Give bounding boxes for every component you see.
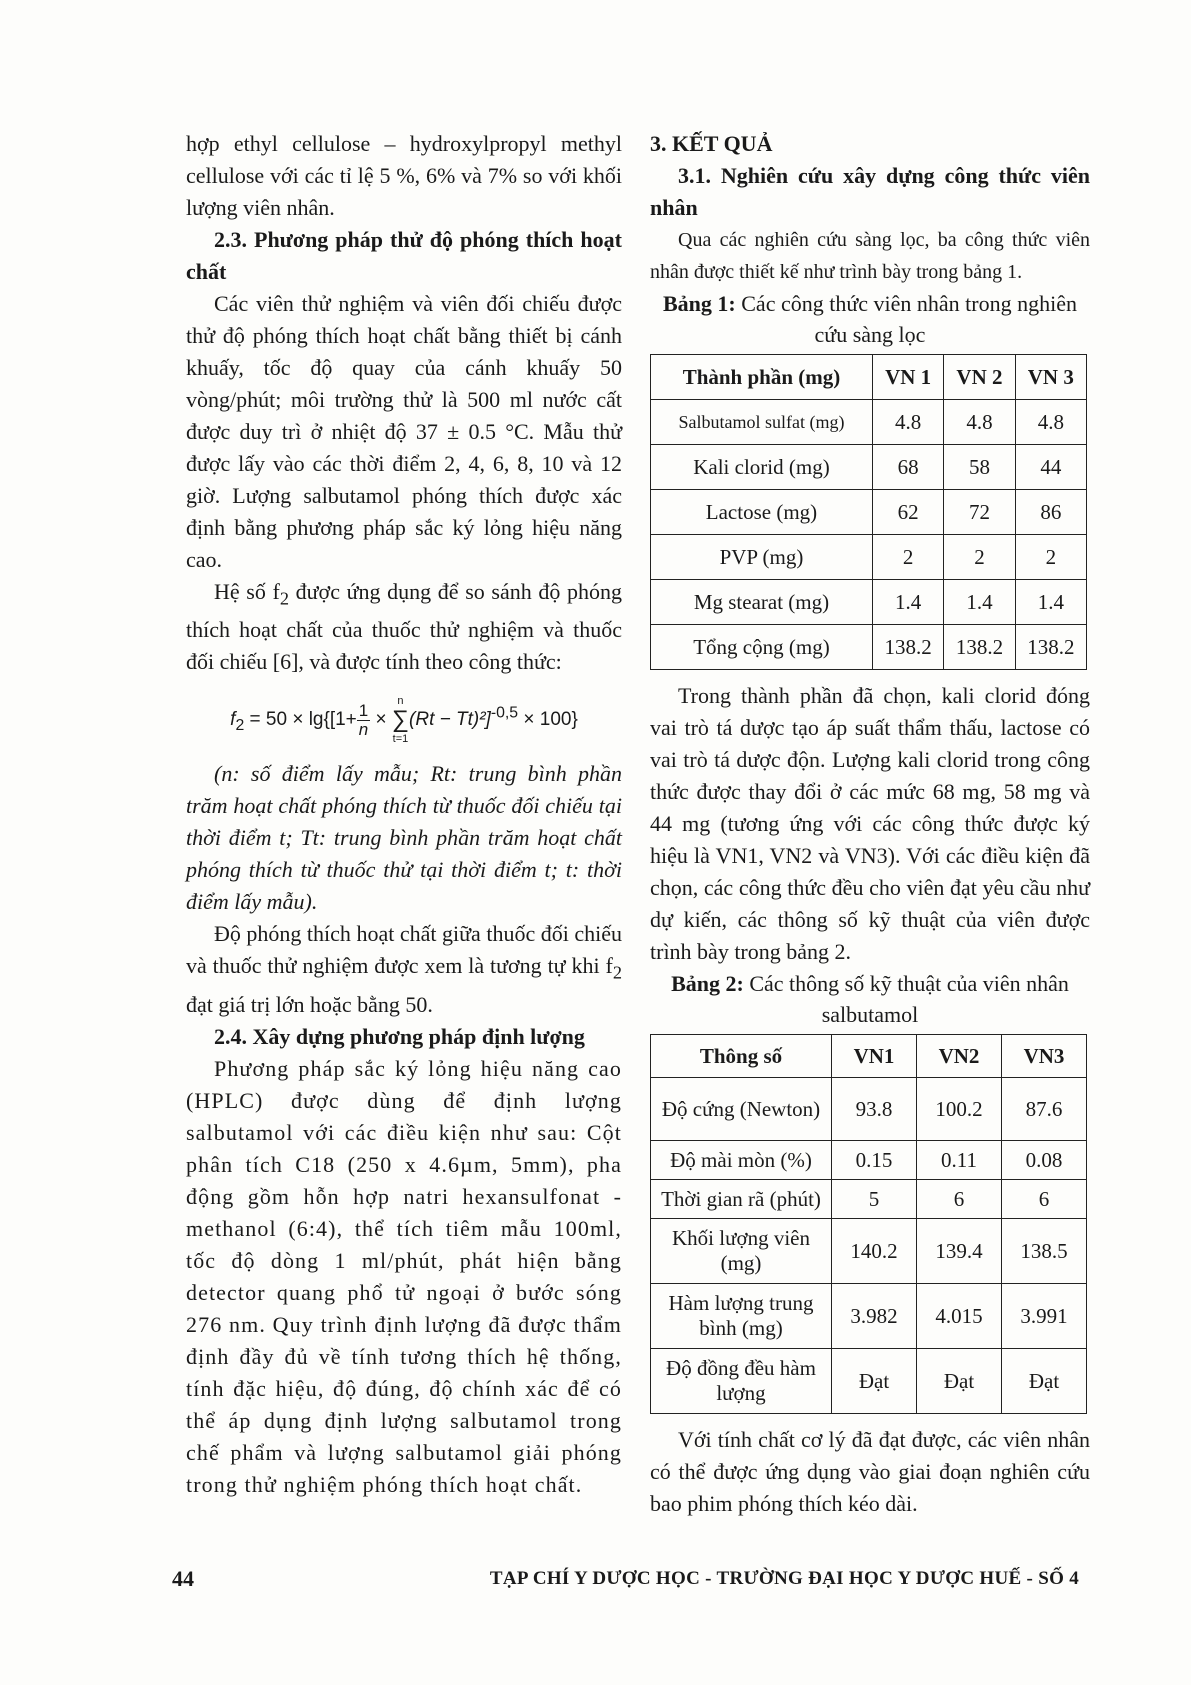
column-header: VN3 — [1002, 1035, 1087, 1078]
table-cell: 62 — [872, 490, 943, 535]
table-cell: 0.15 — [832, 1141, 917, 1180]
table-cell: 5 — [832, 1180, 917, 1219]
paragraph-screening: Qua các nghiên cứu sàng lọc, ba công thức viên nhân được thiết kế như trình bày trong bảng 1. — [650, 229, 1090, 283]
paragraph-formulation-discussion: Trong thành phần đã chọn, kali clorid đóng vai trò tá dược tạo áp suất thẩm thấu, lactose có vai trò tá dược độn. Lượng kali clorid trong công thức được thay đổi ở các mức 68 mg, 58 mg và 44 mg (tương ứng với các công thức được ký hiệu là VN1, VN2 và VN3). Với các điều kiện đã chọn, các công thức đều cho viên đạt yêu cầu như dự kiến, các thông số kỹ thuật của viên được trình bày trong bảng 2. — [650, 683, 1090, 964]
formula-note: (n: số điểm lấy mẫu; Rt: trung bình phần trăm hoạt chất phóng thích từ thuốc đối chiếu tại thời điểm t; Tt: trung bình phần trăm hoạt chất phóng thích từ thuốc thử tại thời điểm t; t: thời điểm lấy mẫu). — [186, 761, 622, 915]
table-row — [651, 490, 1087, 535]
table-core-specifications — [650, 1034, 1087, 1414]
table-cell: Độ cứng (Newton) — [651, 1078, 832, 1141]
section-heading-2-3: 2.3. Phương pháp thử độ phóng thích hoạt chất — [186, 227, 622, 284]
table-cell: Mg stearat (mg) — [651, 580, 873, 625]
table-row — [651, 1078, 1087, 1141]
table-cell: 72 — [944, 490, 1015, 535]
table-cell: 6 — [917, 1180, 1002, 1219]
table-cell: Hàm lượng trung bình (mg) — [651, 1284, 832, 1349]
table-cell: Tổng cộng (mg) — [651, 625, 873, 670]
table-cell: Độ mài mòn (%) — [651, 1141, 832, 1180]
f2-formula: $f_2 = 50 \times \lg\{[1+$ $\frac{1}{n}$ × n ∑ t=1 (Rt − Tt)²]$^{-0,5}$ × 100} — [230, 695, 578, 746]
table-cell: 93.8 — [832, 1078, 917, 1141]
table-cell: 138.5 — [1002, 1219, 1087, 1284]
table-cell: 140.2 — [832, 1219, 917, 1284]
table-cell: Salbutamol sulfat (mg) — [651, 400, 873, 445]
table-row — [651, 400, 1087, 445]
table-cell: 139.4 — [917, 1219, 1002, 1284]
left-column — [186, 128, 622, 1501]
table-cell: Độ đồng đều hàm lượng — [651, 1349, 832, 1414]
right-column — [650, 128, 1090, 1520]
table-cell: 1.4 — [872, 580, 943, 625]
table-cell: 6 — [1002, 1180, 1087, 1219]
column-header: Thành phần (mg) — [651, 355, 873, 400]
table-cell: 138.2 — [872, 625, 943, 670]
paragraph-dissolution-method: Các viên thử nghiệm và viên đối chiếu được thử độ phóng thích hoạt chất bằng thiết bị cánh khuấy, tốc độ quay của cánh khuấy 50 vòng/phút; môi trường thử là 500 ml nước cất được duy trì ở nhiệt độ 37 ± 0.5 °C. Mẫu thử được lấy vào các thời điểm 2, 4, 6, 8, 10 và 12 giờ. Lượng salbutamol phóng thích được xác định bằng phương pháp sắc ký lỏng hiệu năng cao. — [186, 291, 622, 572]
column-header: VN1 — [832, 1035, 917, 1078]
table-row — [651, 1284, 1087, 1349]
formula-sigma: n ∑ t=1 — [391, 695, 410, 746]
table-cell: 3.991 — [1002, 1284, 1087, 1349]
table-cell: Thời gian rã (phút) — [651, 1180, 832, 1219]
table-cell: 100.2 — [917, 1078, 1002, 1141]
table-cell: 4.8 — [944, 400, 1015, 445]
table-row — [651, 580, 1087, 625]
table-row — [651, 1141, 1087, 1180]
table-cell: 87.6 — [1002, 1078, 1087, 1141]
table-row — [651, 535, 1087, 580]
table2-caption: Bảng 2: Các thông số kỹ thuật của viên nhân salbutamol — [671, 971, 1069, 1027]
table-cell: 68 — [872, 445, 943, 490]
table-header-row — [651, 355, 1087, 400]
table-cell: Kali clorid (mg) — [651, 445, 873, 490]
column-header: VN 2 — [944, 355, 1015, 400]
intro-paragraph: hợp ethyl cellulose – hydroxylpropyl methyl cellulose với các tỉ lệ 5 %, 6% và 7% so với khối lượng viên nhân. — [186, 131, 622, 220]
section-heading-3-1: 3.1. Nghiên cứu xây dựng công thức viên nhân — [650, 163, 1090, 220]
table-cell: 0.11 — [917, 1141, 1002, 1180]
table-cell: 2 — [872, 535, 943, 580]
table-cell: 1.4 — [1015, 580, 1086, 625]
journal-footer: TẠP CHÍ Y DƯỢC HỌC - TRƯỜNG ĐẠI HỌC Y DƯỢC HUẾ - SỐ 4 — [489, 1568, 1079, 1589]
table-row — [651, 445, 1087, 490]
table-cell: 44 — [1015, 445, 1086, 490]
section-heading-2-4: 2.4. Xây dựng phương pháp định lượng — [214, 1023, 585, 1049]
table-cell: 86 — [1015, 490, 1086, 535]
table-cell: Khối lượng viên (mg) — [651, 1219, 832, 1284]
table-row — [651, 625, 1087, 670]
table-cell: Đạt — [832, 1349, 917, 1414]
table-cell: 138.2 — [1015, 625, 1086, 670]
page-number: 44 — [172, 1566, 194, 1591]
column-header: VN2 — [917, 1035, 1002, 1078]
table-row — [651, 1219, 1087, 1284]
table-cell: 3.982 — [832, 1284, 917, 1349]
table-cell: Đạt — [917, 1349, 1002, 1414]
table-cell: PVP (mg) — [651, 535, 873, 580]
table-cell: 0.08 — [1002, 1141, 1087, 1180]
table-cell: 2 — [1015, 535, 1086, 580]
table-cell: 2 — [944, 535, 1015, 580]
column-header: VN 3 — [1015, 355, 1086, 400]
table-row — [651, 1349, 1087, 1414]
paragraph-f2-factor: Hệ số $f_2$ được ứng dụng để so sánh độ phóng thích hoạt chất của thuốc thử nghiệm và thuốc đối chiếu [6], và được tính theo công thức: — [186, 579, 622, 675]
table-core-formulations — [650, 354, 1087, 670]
table-cell: Đạt — [1002, 1349, 1087, 1414]
table-cell: 58 — [944, 445, 1015, 490]
table1-caption: Bảng 1: Các công thức viên nhân trong nghiên cứu sàng lọc — [663, 291, 1077, 347]
table-cell: 138.2 — [944, 625, 1015, 670]
table-row — [651, 1180, 1087, 1219]
section-heading-3: 3. KẾT QUẢ — [650, 131, 773, 156]
table-cell: Lactose (mg) — [651, 490, 873, 535]
table-cell: 4.8 — [1015, 400, 1086, 445]
paragraph-similarity: Độ phóng thích hoạt chất giữa thuốc đối chiếu và thuốc thử nghiệm được xem là tương tự khi $f_2$ đạt giá trị lớn hoặc bằng 50. — [186, 921, 622, 1017]
paragraph-conclusion: Với tính chất cơ lý đã đạt được, các viên nhân có thể được ứng dụng vào giai đoạn nghiên cứu bao phim phóng thích kéo dài. — [650, 1427, 1090, 1516]
paragraph-hplc-method: Phương pháp sắc ký lỏng hiệu năng cao (HPLC) được dùng để định lượng salbutamol với các điều kiện như sau: Cột phân tích C18 (250 x 4.6µm, 5mm), pha động gồm hỗn hợp natri hexansulfonat - methanol (6:4), thể tích tiêm mẫu 100ml, tốc độ dòng 1 ml/phút, phát hiện bằng detector quang phổ tử ngoại ở bước sóng 276 nm. Quy trình định lượng đã được thẩm định đầy đủ về tính tương thích hệ thống, tính đặc hiệu, độ đúng, độ chính xác để có thể áp dụng định lượng salbutamol trong chế phẩm và lượng salbutamol giải phóng trong thử nghiệm phóng thích hoạt chất. — [186, 1055, 622, 1497]
column-header: Thông số — [651, 1035, 832, 1078]
table-cell: 1.4 — [944, 580, 1015, 625]
table-header-row — [651, 1035, 1087, 1078]
column-header: VN 1 — [872, 355, 943, 400]
table-cell: 4.8 — [872, 400, 943, 445]
table-cell: 4.015 — [917, 1284, 1002, 1349]
formula-fraction: $\frac{1}{n}$ — [358, 700, 369, 739]
